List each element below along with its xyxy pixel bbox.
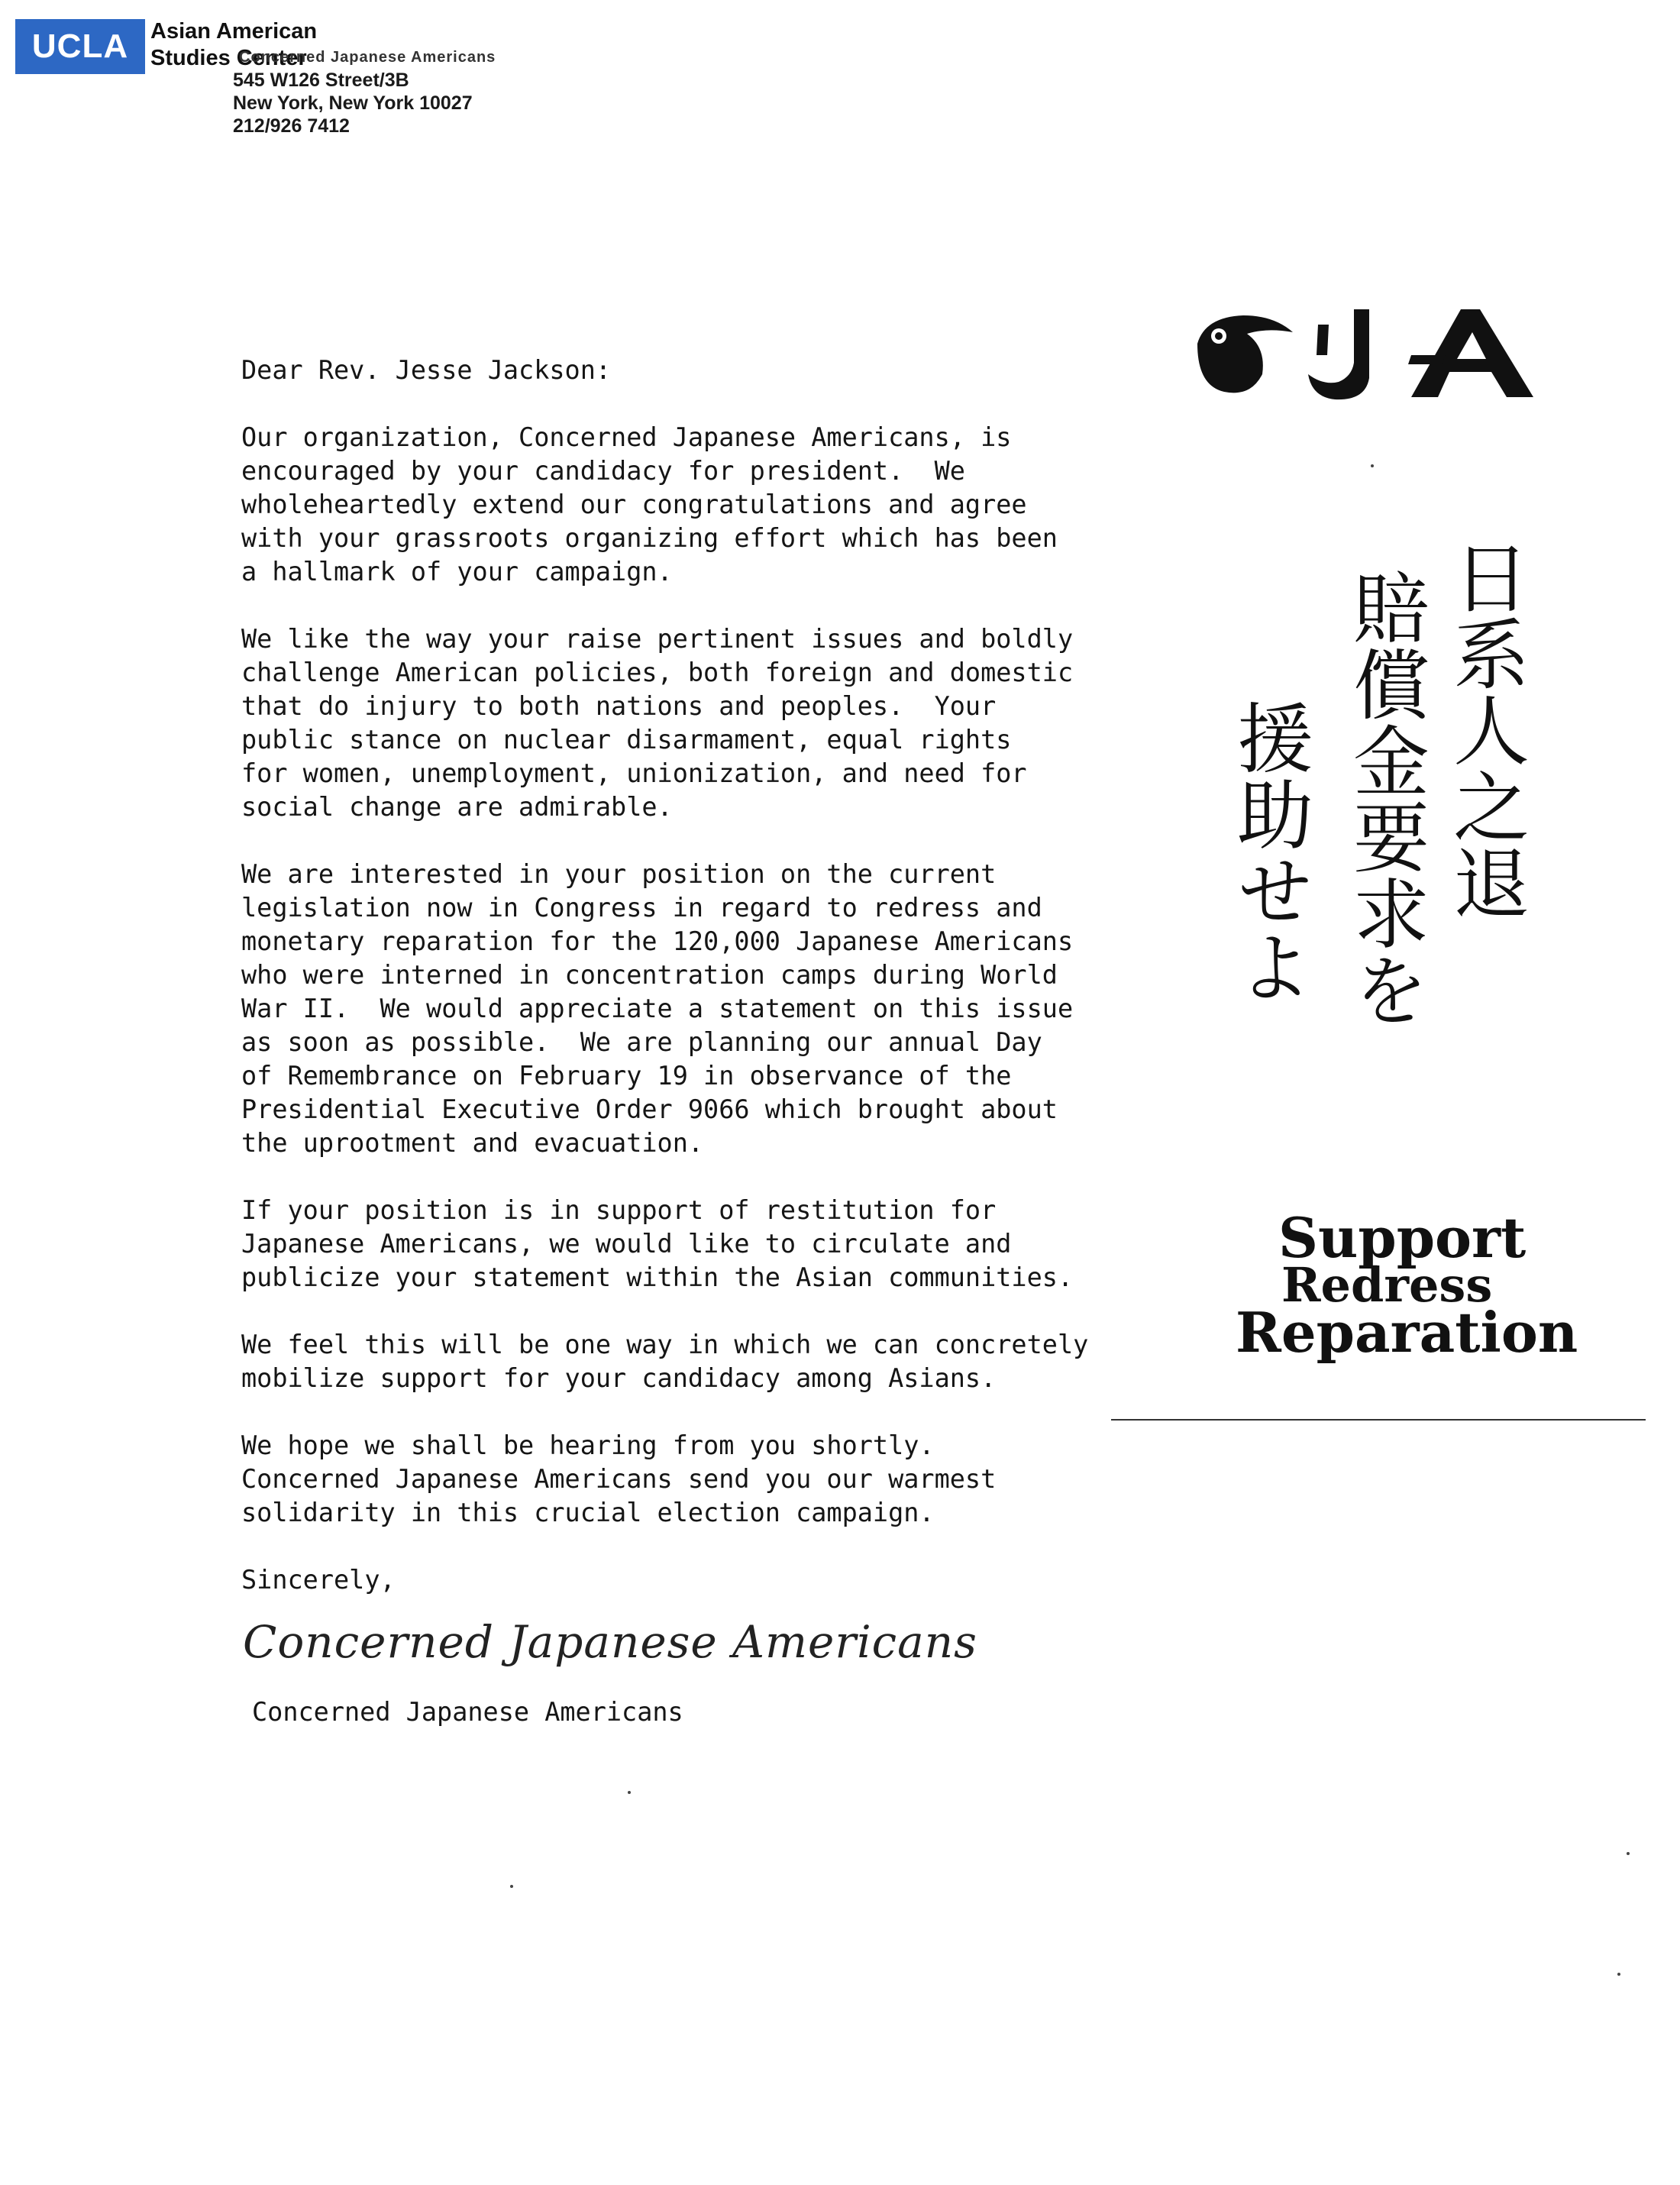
- calligraphy-column-2: 賠償金要求を: [1340, 569, 1430, 1027]
- paper-speck: [628, 1791, 631, 1794]
- cja-logo-j-mark: [1317, 325, 1329, 355]
- cja-logo-a: [1411, 309, 1533, 397]
- paragraph-6: We hope we shall be hearing from you shortly. Concerned Japanese Americans send you our warmest solidarity in this crucial election campaign.: [241, 1430, 997, 1527]
- paragraph-3: We are interested in your position on the current legislation now in Congress in regard to redress and monetary reparation for the 120,000 Japanese Americans who were interned in concentration camps during World War II. We would appreciate a statement on this issue as soon as possible. We are planning our annual Day of Remembrance on February 19 in observance of the Presidential Executive Order 9066 which brought about the uprootment and evacuation.: [241, 859, 1074, 1158]
- paper-speck: [1617, 1973, 1620, 1976]
- paragraph-5: We feel this will be one way in which we can concretely mobilize support for your candidacy among Asians.: [241, 1330, 1089, 1393]
- paragraph-1: Our organization, Concerned Japanese Americans, is encouraged by your candidacy for president. We wholeheartedly extend our congratulations and agree with your grassroots organizing effort which has been a hallmark of your campaign.: [241, 422, 1058, 587]
- letterhead-street: 545 W126 Street/3B: [233, 69, 409, 91]
- signer-name: Concerned Japanese Americans: [252, 1697, 683, 1727]
- cja-logo-a-bar: [1408, 355, 1446, 364]
- letterhead-address: [233, 46, 496, 137]
- salutation: Dear Rev. Jesse Jackson:: [241, 355, 612, 385]
- paragraph-2: We like the way your raise pertinent issues and boldly challenge American policies, both foreign and domestic that do injury to both nations and peoples. Your public stance on nuclear disarmament, equal rights for women, unemployment, unionization, and need for social change are admirable.: [241, 624, 1074, 822]
- slogan: [1236, 1205, 1578, 1365]
- letterhead-city: New York, New York 10027: [233, 92, 473, 114]
- handwritten-signature: Concerned Japanese Americans: [243, 1616, 977, 1668]
- cja-logo: [1182, 302, 1549, 405]
- slogan-underline: [1111, 1419, 1646, 1421]
- cja-logo-c-inner: [1215, 332, 1223, 340]
- archive-center-line1: Asian American: [150, 19, 318, 44]
- letter-body: [241, 354, 1203, 1597]
- paper-speck: [510, 1885, 513, 1888]
- calligraphy-column-3: 援助せよ: [1224, 699, 1313, 1004]
- paper-speck: [1627, 1852, 1630, 1855]
- cja-logo-c: [1197, 315, 1293, 393]
- slogan-line-3: Reparation: [1236, 1300, 1578, 1365]
- calligraphy-column-1: 日系人之退: [1440, 538, 1530, 920]
- archive-center-line2: Studies Center: [150, 46, 307, 70]
- slogan-line-2: Redress: [1281, 1257, 1493, 1313]
- paragraph-4: If your position is in support of restitution for Japanese Americans, we would like to circulate and publicize your statement within the Asian communities.: [241, 1195, 1074, 1292]
- closing: Sincerely,: [241, 1565, 396, 1595]
- letterhead-phone: 212/926 7412: [233, 115, 350, 137]
- letterhead-org: Concerned Japanese Americans: [239, 49, 496, 66]
- slogan-line-1: Support: [1278, 1205, 1527, 1270]
- ucla-badge: UCLA: [15, 19, 145, 74]
- paper-speck: [1371, 464, 1374, 467]
